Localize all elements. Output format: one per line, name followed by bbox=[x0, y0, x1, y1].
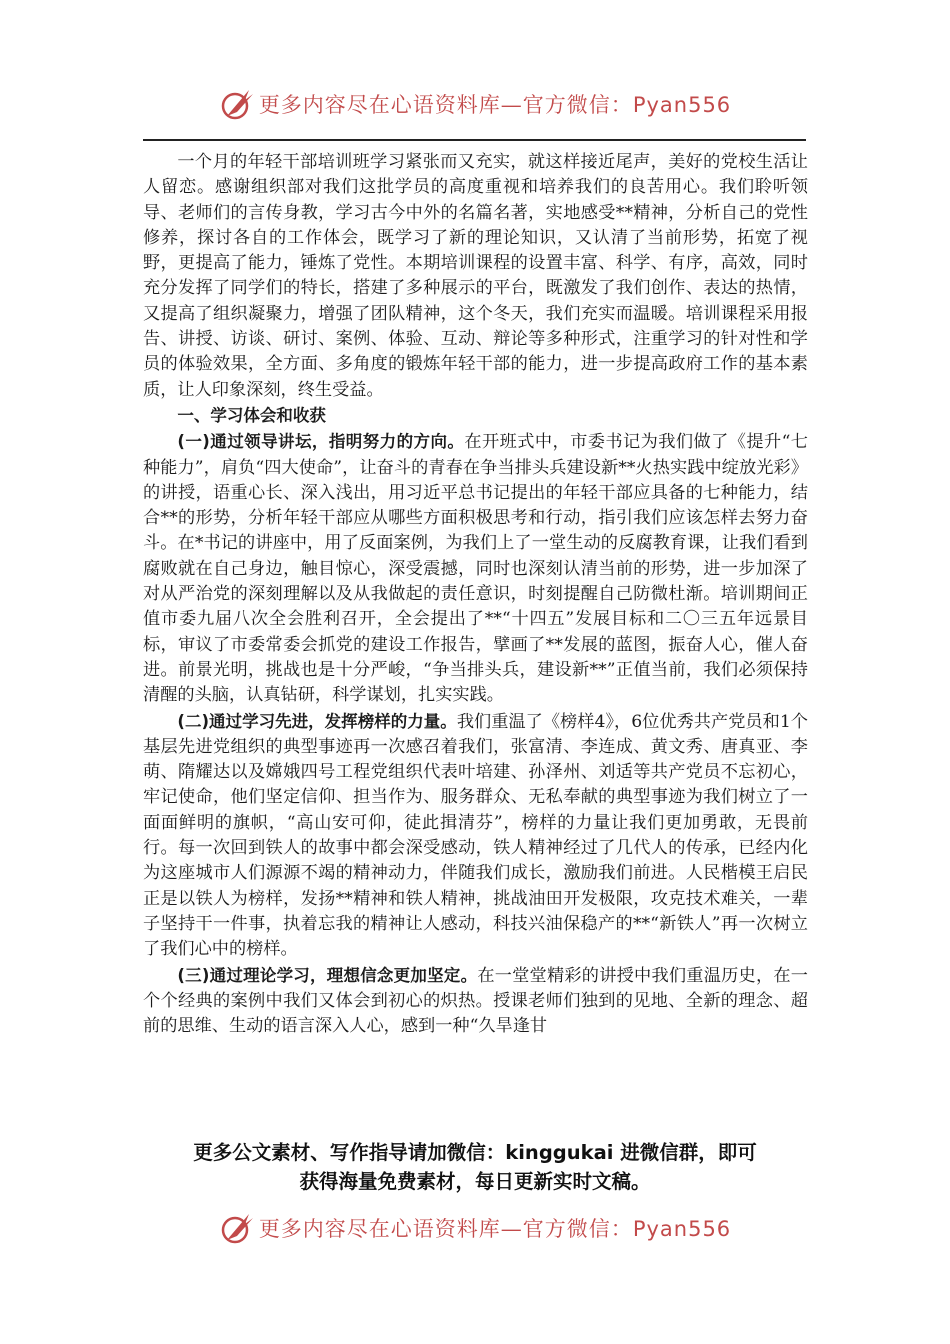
promo-notice bbox=[120, 1138, 830, 1196]
section-heading: 一、学习体会和收获 bbox=[177, 405, 326, 425]
header-divider bbox=[143, 139, 806, 141]
paragraph-theory: (三)通过理论学习，理想信念更加坚定。在一堂堂精彩的讲授中我们重温历史，在一个个经典的案例中我们又体会到初心的炽热。授课老师们独到的见地、全新的理念、超前的思维、生动的语言深入人心，感到一种“久旱逢甘 bbox=[143, 965, 808, 1037]
paragraph-lead: (三)通过理论学习，理想信念更加坚定。 bbox=[177, 965, 478, 985]
quill-logo-icon bbox=[219, 86, 255, 122]
paragraph-role-models: (二)通过学习先进，发挥榜样的力量。我们重温了《榜样4》，6位优秀共产党员和1个基层先进党组织的典型事迹再一次感召着我们，张富清、李连成、黄文秀、唐真亚、李萌、隋耀达以及嫦娥四号工程党组织代表叶培建、孙泽州、刘适等共产党员不忘初心，牢记使命，他们坚定信仰、担当作为、服务群众、无私奉献的典型事迹为我们树立了一面面鲜明的旗帜，“高山安可仰，徒此揖清芬”，榜样的力量让我们更加勇敢，无畏前行。每一次回到铁人的故事中都会深受感动，铁人精神经过了几代人的传承，已经内化为这座城市人们源源不竭的精神动力，伴随我们成长，激励我们前进。人民楷模王启民正是以铁人为榜样，发扬**精神和铁人精神，挑战油田开发极限，攻克技术难关，一辈子坚持干一件事，执着忘我的精神让人感动，科技兴油保稳产的**“新铁人”再一次树立了我们心中的榜样。 bbox=[143, 711, 808, 960]
promo-line-2: 获得海量免费素材，每日更新实时文稿。 bbox=[299, 1170, 651, 1193]
promo-line-1: 更多公文素材、写作指导请加微信：kinggukai 进微信群，即可 bbox=[193, 1141, 757, 1164]
document-body bbox=[143, 150, 808, 1039]
paragraph-leadership: (一)通过领导讲坛，指明努力的方向。在开班式中，市委书记为我们做了《提升“七种能力”，肩负“四大使命”，让奋斗的青春在争当排头兵建设新**火热实践中绽放光彩》的讲授，语重心长、深入浅出，用习近平总书记提出的年轻干部应具备的七种能力，结合**的形势，分析年轻干部应从哪些方面积极思考和行动，指引我们应该怎样去努力奋斗。在*书记的讲座中，用了反面案例，为我们上了一堂生动的反腐教育课，让我们看到腐败就在自己身边，触目惊心，深受震撼，同时也深刻认清当前的形势，进一步加深了对从严治党的深刻理解以及从我做起的责任意识，时刻提醒自己防微杜渐。培训期间正值市委九届八次全会胜利召开，全会提出了**“十四五”发展目标和二〇三五年远景目标，审议了市委常委会抓党的建设工作报告，擘画了**发展的蓝图，振奋人心，催人奋进。前景光明，挑战也是十分严峻，“争当排头兵，建设新**”正值当前，我们必须保持清醒的头脑，认真钻研，科学谋划，扎实实践。 bbox=[143, 432, 808, 706]
banner-label: 更多内容尽在心语资料库—官方微信：Pyan556 bbox=[258, 1217, 732, 1241]
intro-paragraph: 一个月的年轻干部培训班学习紧张而又充实，就这样接近尾声，美好的党校生活让人留恋。感谢组织部对我们这批学员的高度重视和培养我们的良苦用心。我们聆听领导、老师们的言传身教，学习古今中外的名篇名著，实地感受**精神，分析自己的党性修养，探讨各自的工作体会，既学习了新的理论知识，又认清了当前形势，拓宽了视野，更提高了能力，锤炼了党性。本期培训课程的设置丰富、科学、有序，高效，同时充分发挥了同学们的特长，搭建了多种展示的平台，既激发了我们创作、表达的热情，又提高了组织凝聚力，增强了团队精神，这个冬天，我们充实而温暖。培训课程采用报告、讲授、访谈、研讨、案例、体验、互动、辩论等多种形式，注重学习的针对性和学员的体验效果，全方面、多角度的锻炼年轻干部的能力，进一步提高政府工作的基本素质，让人印象深刻，终生受益。 bbox=[143, 152, 808, 400]
quill-logo-icon bbox=[219, 1210, 255, 1246]
header-banner bbox=[0, 84, 950, 124]
paragraph-lead: (一)通过领导讲坛，指明努力的方向。 bbox=[177, 432, 465, 452]
paragraph-lead: (二)通过学习先进，发挥榜样的力量。 bbox=[177, 711, 457, 731]
banner-label: 更多内容尽在心语资料库—官方微信：Pyan556 bbox=[258, 93, 732, 117]
footer-banner bbox=[0, 1208, 950, 1248]
